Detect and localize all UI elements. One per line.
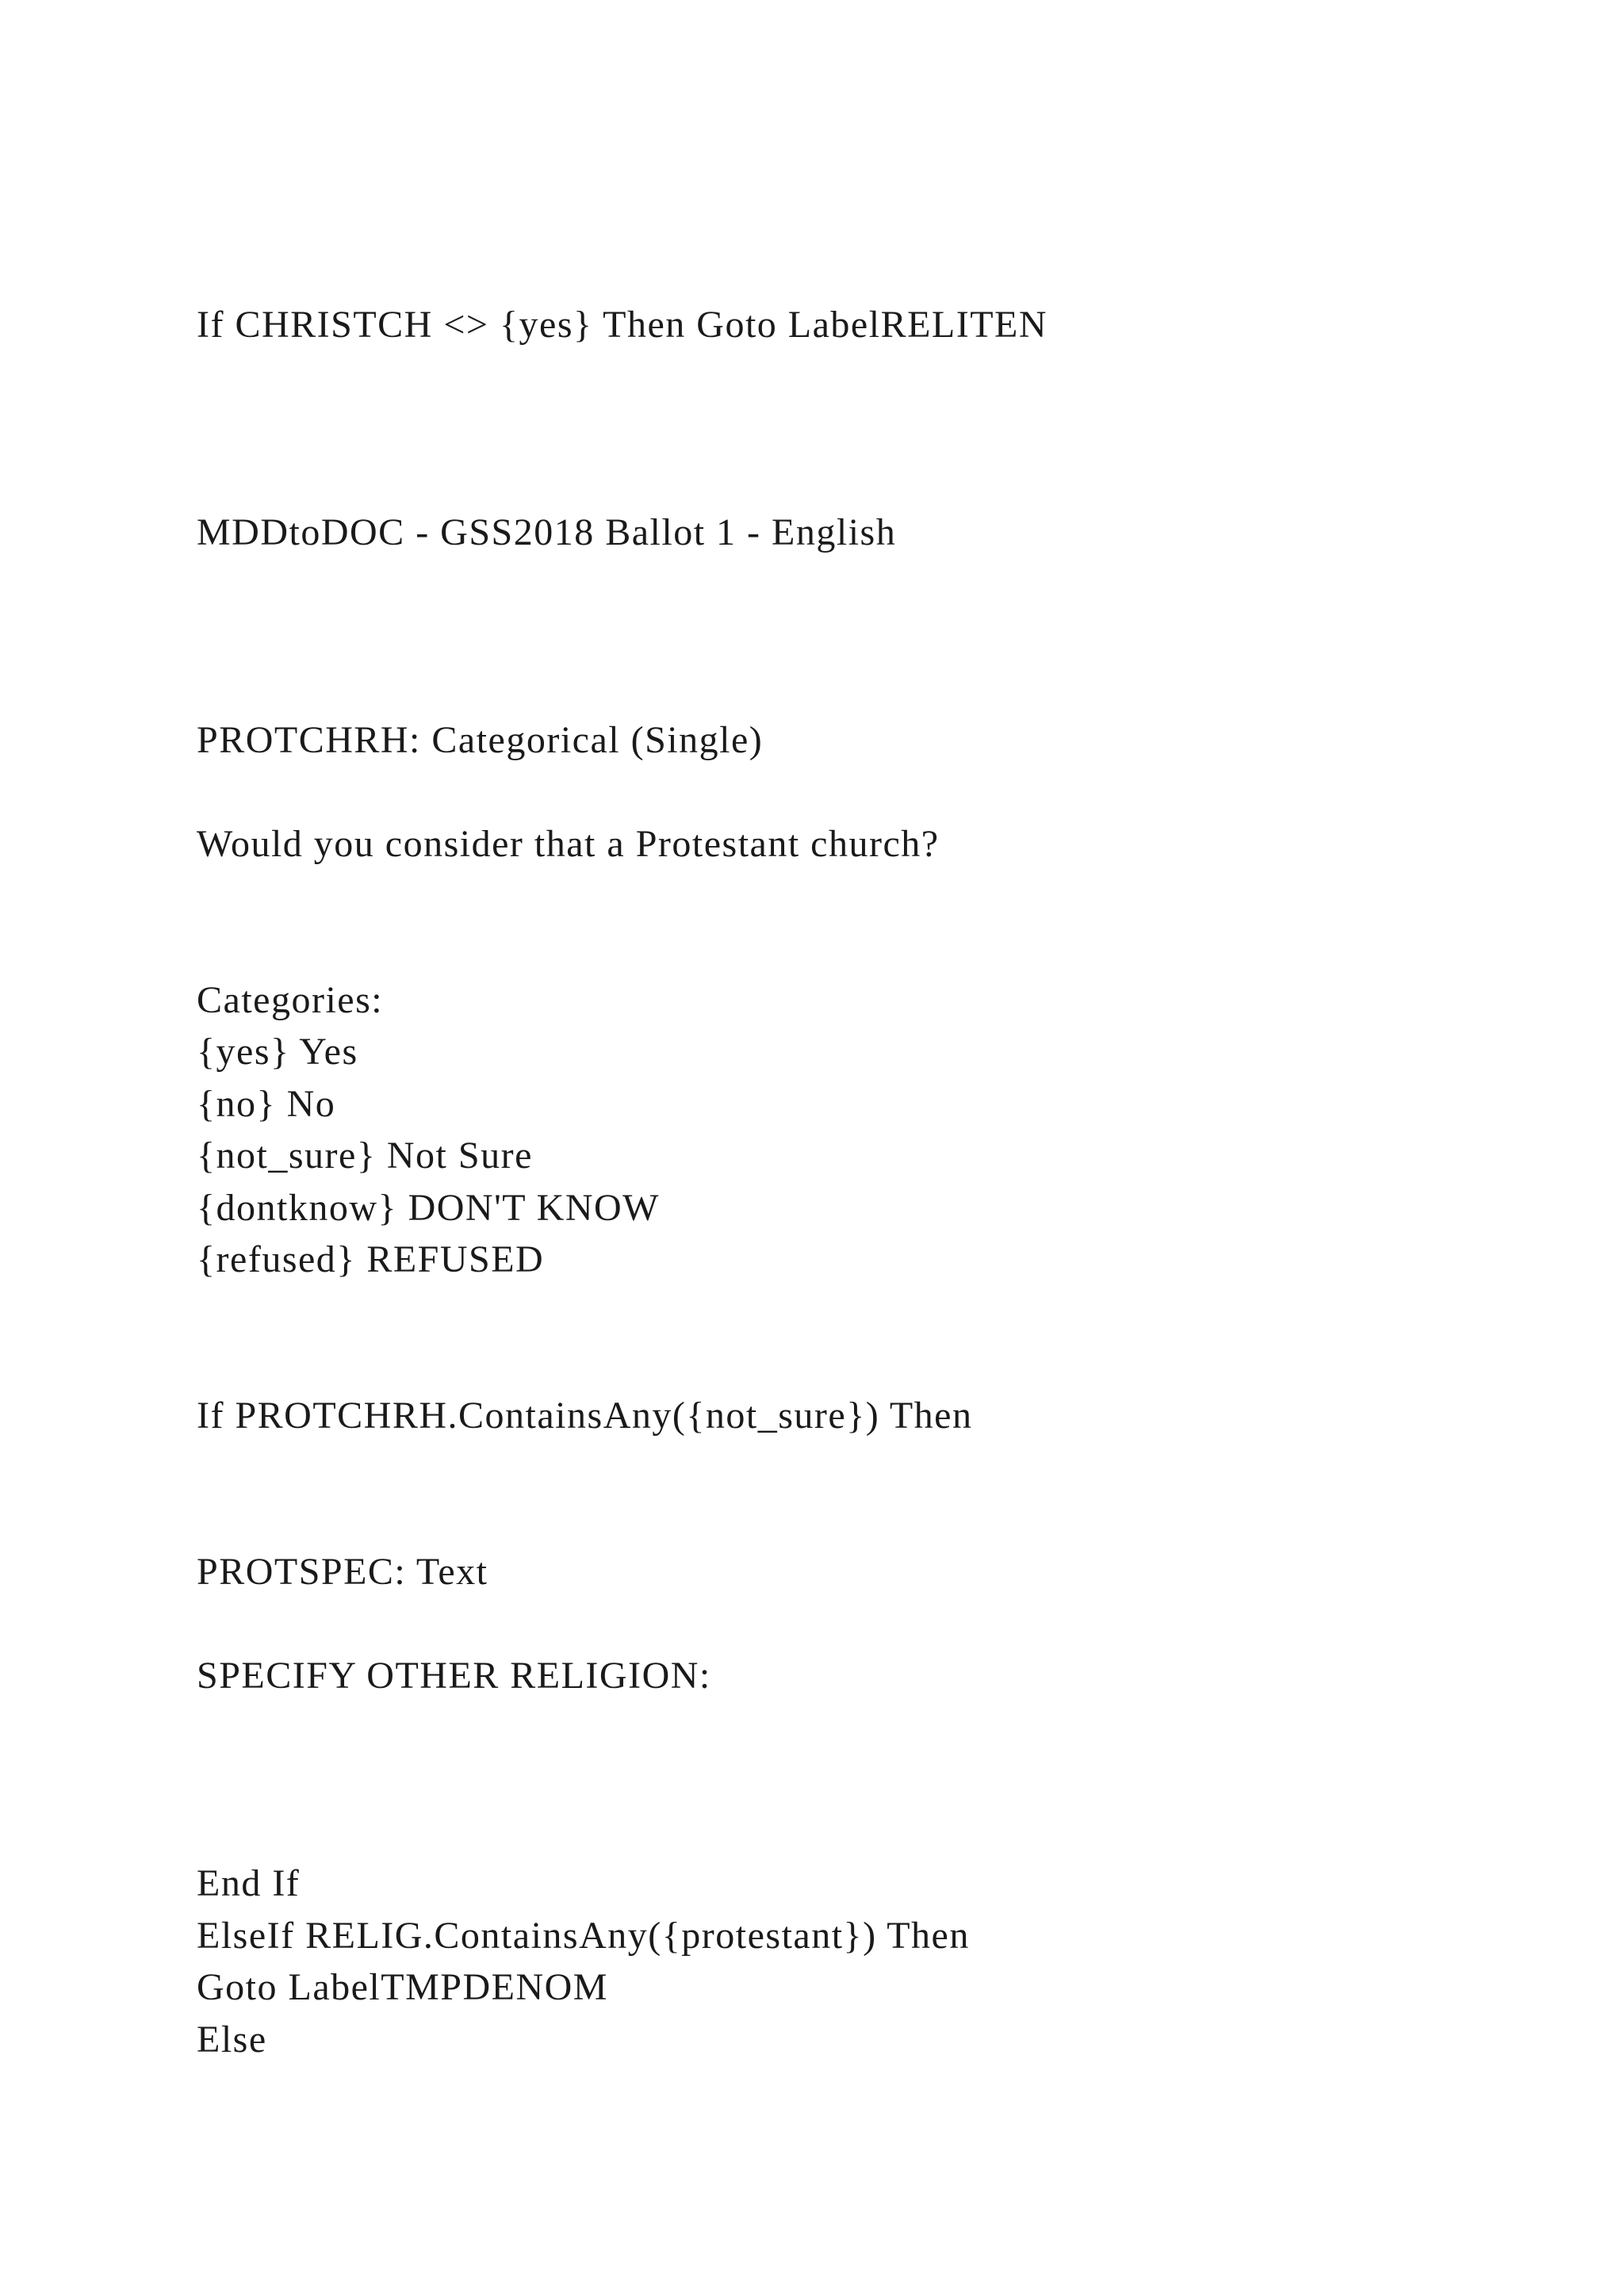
document-header: MDDtoDOC - GSS2018 Ballot 1 - English [197,511,897,553]
category-item-not-sure: {not_sure} Not Sure [197,1135,533,1177]
question-text-protspec: SPECIFY OTHER RELIGION: [197,1655,711,1697]
routing-line-protchrh: If PROTCHRH.ContainsAny({not_sure}) Then [197,1395,973,1437]
logic-line-goto: Goto LabelTMPDENOM [197,1966,608,2008]
logic-line-end-if: End If [197,1862,301,1904]
routing-line-christch: If CHRISTCH <> {yes} Then Goto LabelRELITEN [197,304,1048,346]
category-item-dontknow: {dontknow} DON'T KNOW [197,1187,660,1229]
category-item-yes: {yes} Yes [197,1031,358,1073]
question-definition-protchrh: PROTCHRH: Categorical (Single) [197,719,764,761]
categories-label: Categories: [197,979,384,1021]
logic-line-else: Else [197,2019,267,2061]
question-text-protchrh: Would you consider that a Protestant church? [197,823,940,865]
category-item-refused: {refused} REFUSED [197,1238,545,1280]
logic-line-elseif: ElseIf RELIG.ContainsAny({protestant}) Then [197,1915,970,1957]
category-item-no: {no} No [197,1083,336,1125]
question-definition-protspec: PROTSPEC: Text [197,1551,488,1593]
